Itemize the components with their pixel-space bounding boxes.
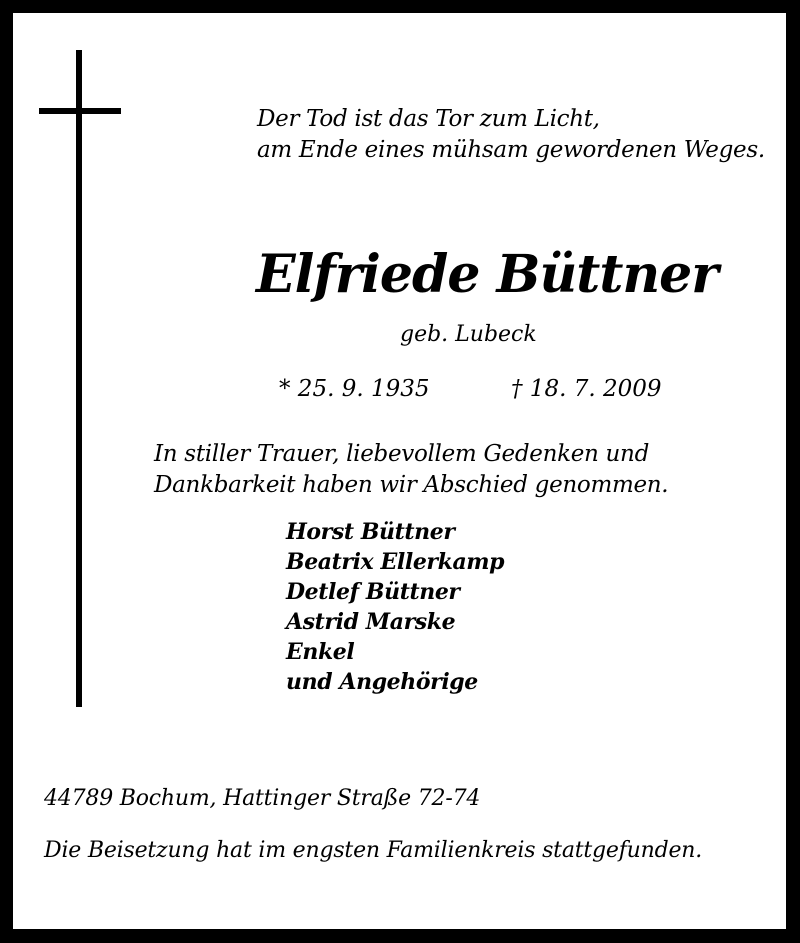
birth-date: * 25. 9. 1935: [279, 376, 430, 402]
relative-name: Detlef Büttner: [286, 579, 460, 605]
quote-line-1: Der Tod ist das Tor zum Licht,: [257, 106, 600, 132]
address: 44789 Bochum, Hattinger Straße 72-74: [44, 786, 481, 811]
relative-name: Enkel: [286, 639, 355, 665]
relative-name: Astrid Marske: [286, 609, 456, 635]
mourning-line-1: In stiller Trauer, liebevollem Gedenken und: [154, 441, 649, 467]
relative-name: und Angehörige: [286, 669, 478, 695]
born-name: geb. Lubeck: [400, 322, 537, 347]
burial-note: Die Beisetzung hat im engsten Familienkreis stattgefunden.: [44, 838, 703, 863]
cross-horizontal-bar: [39, 108, 121, 114]
mourning-line-2: Dankbarkeit haben wir Abschied genommen.: [154, 472, 669, 498]
quote-line-2: am Ende eines mühsam gewordenen Weges.: [257, 137, 765, 163]
relative-name: Beatrix Ellerkamp: [286, 549, 505, 575]
relative-name: Horst Büttner: [286, 519, 455, 545]
death-date: † 18. 7. 2009: [511, 376, 662, 402]
deceased-name: Elfriede Büttner: [256, 244, 718, 305]
cross-vertical-bar: [76, 50, 82, 707]
